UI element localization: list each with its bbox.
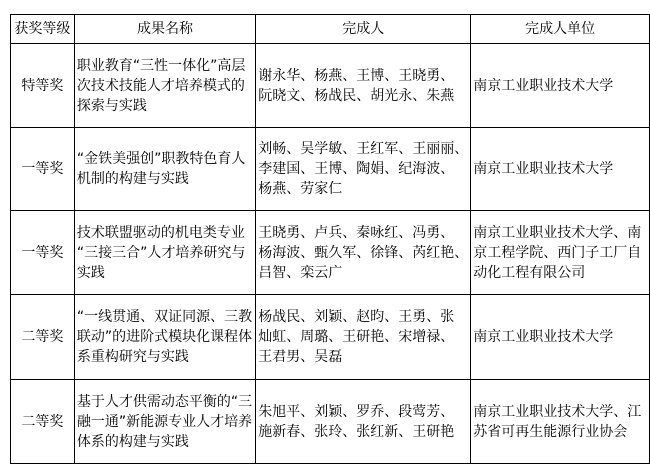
contributor-unit-cell: 南京工业职业技术大学	[471, 295, 650, 380]
contributors-cell: 杨战民、刘颖、赵昀、王勇、张 灿虹、周璐、王研艳、宋增禄、 王君男、吴磊	[256, 295, 471, 380]
achievement-name-cell: 基于人才供需动态平衡的“三 融一通”新能源专业人才培养 体系的构建与实践	[74, 380, 255, 464]
award-level-cell: 二等奖	[11, 295, 75, 380]
header-row	[11, 15, 650, 44]
contributors-cell: 谢永华、杨燕、王博、王晓勇、 阮晓文、杨战民、胡光永、朱燕	[256, 44, 471, 128]
achievement-name-cell: 职业教育“三性一体化”高层 次技术技能人才培养模式的 探索与实践	[74, 44, 255, 128]
contributor-unit-cell: 南京工业职业技术大学、南 京工程学院、西门子工厂自 动化工程有限公司	[471, 211, 650, 295]
achievement-name-cell: “一线贯通、双证同源、三教 联动”的进阶式模块化课程体 系重构研究与实践	[74, 295, 255, 380]
award-level-cell: 二等奖	[11, 380, 75, 464]
contributors-cell: 刘畅、吴学敏、王红军、王丽丽、 李建国、王博、陶娟、纪海波、 杨燕、劳家仁	[256, 128, 471, 211]
contributors-cell: 王晓勇、卢兵、秦咏红、冯勇、 杨海波、甄久军、徐锋、芮红艳、 吕智、栾云广	[256, 211, 471, 295]
achievement-name-cell: 技术联盟驱动的机电类专业 “三接三合”人才培养研究与 实践	[74, 211, 255, 295]
contributor-unit-cell: 南京工业职业技术大学	[471, 128, 650, 211]
header-contributor-unit: 完成人单位	[471, 15, 650, 44]
award-level-cell: 特等奖	[11, 44, 75, 128]
header-contributors: 完成人	[256, 15, 471, 44]
table-row	[11, 211, 650, 295]
award-level-cell: 一等奖	[11, 211, 75, 295]
table-row	[11, 295, 650, 380]
achievement-name-cell: “金铁美强创”职教特色育人 机制的构建与实践	[74, 128, 255, 211]
header-achievement-name: 成果名称	[74, 15, 255, 44]
awards-table	[10, 14, 650, 464]
contributor-unit-cell: 南京工业职业技术大学、江 苏省可再生能源行业协会	[471, 380, 650, 464]
table-row	[11, 380, 650, 464]
table-row	[11, 128, 650, 211]
header-award-level: 获奖等级	[11, 15, 75, 44]
table-row	[11, 44, 650, 128]
award-level-cell: 一等奖	[11, 128, 75, 211]
contributor-unit-cell: 南京工业职业技术大学	[471, 44, 650, 128]
contributors-cell: 朱旭平、刘颖、罗乔、段莺芳、 施新春、张玲、张红新、王研艳	[256, 380, 471, 464]
